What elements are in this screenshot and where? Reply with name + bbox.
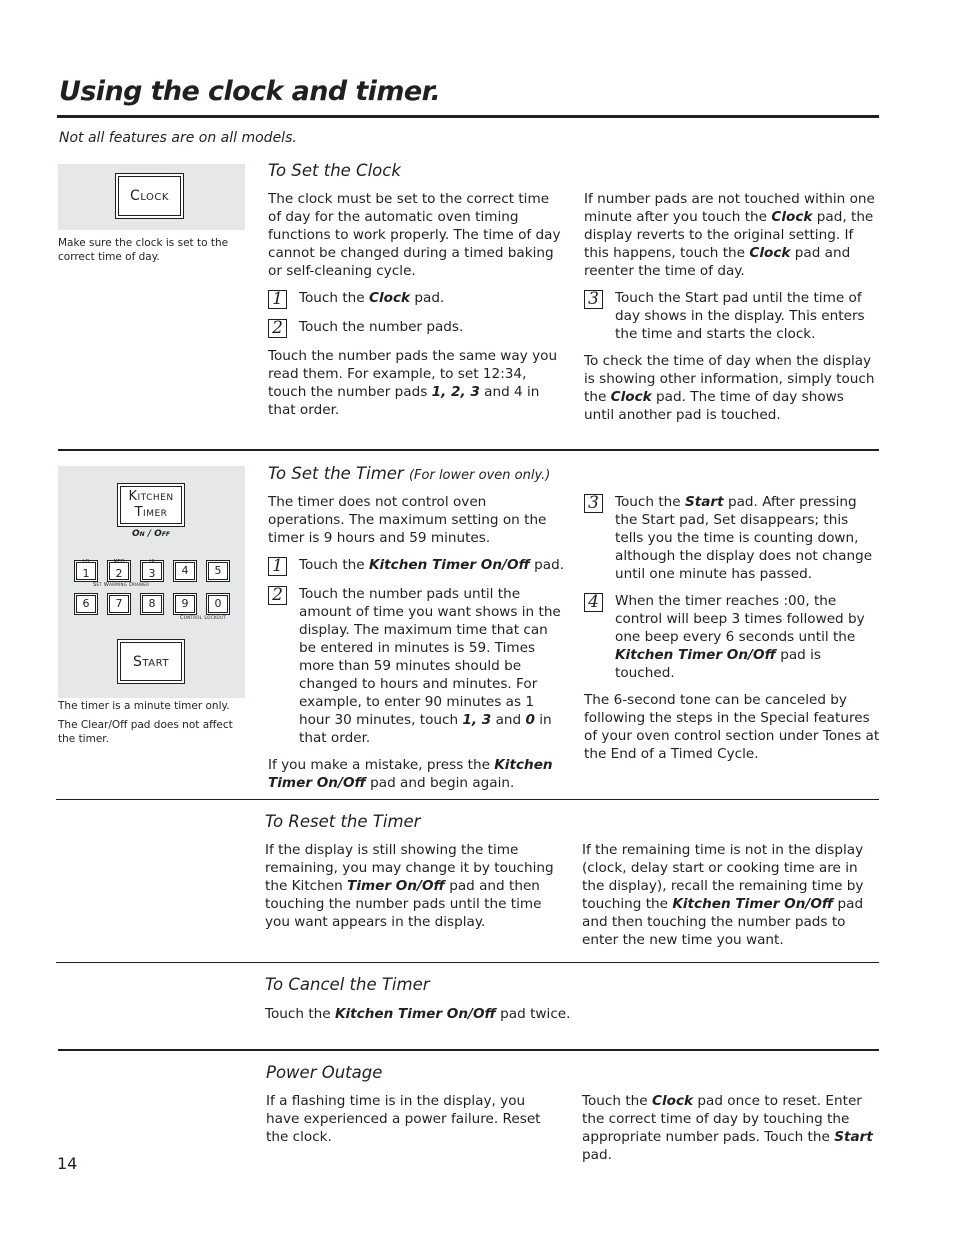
step-text: Touch the number pads.	[299, 319, 464, 335]
set-clock-intro: The clock must be set to the correct time of day for the automatic oven timing functions to work properly. The time of day cannot be changed during a timed baking or self-cleaning cycle.	[268, 191, 561, 279]
kitchen-timer-label-line2: Timer	[134, 505, 168, 520]
clock-pad	[115, 173, 184, 219]
set-timer-step-1	[268, 556, 566, 576]
step-number: 3	[584, 290, 603, 309]
set-timer-left-column	[268, 493, 566, 792]
set-clock-heading: To Set the Clock	[268, 161, 401, 180]
set-clock-step-1	[268, 289, 566, 309]
kitchen-timer-pad	[117, 483, 185, 527]
set-timer-intro: The timer does not control oven operations. The maximum setting on the timer is 9 hours and 59 minutes.	[268, 494, 547, 546]
number-key: 8	[140, 593, 164, 615]
number-key: 5	[206, 560, 230, 582]
set-timer-tone-note: The 6-second tone can be canceled by following the steps in the Special features of your oven control section under Tones at the End of a Timed Cycle.	[584, 692, 880, 762]
step-number: 2	[268, 586, 287, 605]
number-key: HI 3	[140, 560, 164, 582]
set-timer-step-2	[268, 585, 566, 747]
timer-caption-1: The timer is a minute timer only.	[58, 700, 230, 712]
power-outage-left-text: If a flashing time is in the display, you have experienced a power failure. Reset the clock.	[266, 1093, 541, 1145]
set-clock-step-2	[268, 318, 566, 338]
reset-timer-heading: To Reset the Timer	[265, 812, 421, 831]
kitchen-timer-label-line1: Kitchen	[128, 489, 174, 504]
step-number: 1	[268, 290, 287, 309]
set-timer-right-column	[584, 493, 880, 763]
set-clock-right-column	[584, 190, 878, 424]
set-timer-heading-note: (For lower oven only.)	[408, 468, 551, 483]
on-off-label: On / Off	[131, 529, 171, 539]
number-key: 4	[173, 560, 197, 582]
set-clock-step-3	[584, 289, 878, 343]
set-clock-left-column	[268, 190, 566, 419]
number-key: 6	[74, 593, 98, 615]
start-pad-label: Start	[133, 653, 169, 670]
set-clock-check-note: To check the time of day when the display is showing other information, simply touch the Clock pad. The time of day shows until another pad is touched.	[584, 353, 875, 423]
reset-timer-right-text: If the remaining time is not in the display (clock, delay start or cooking time are in the display), recall the remaining time by touching the Kitchen Timer On/Off pad and then touching the number pads to enter the new time you want.	[582, 842, 864, 948]
title-divider	[57, 115, 879, 118]
cancel-timer-heading: To Cancel the Timer	[265, 975, 430, 994]
set-clock-timeout-note: If number pads are not touched within one minute after you touch the Clock pad, the display reverts to the original setting. If this happens, touch the Clock pad and reenter the time of day.	[584, 191, 875, 279]
step-text: When the timer reaches :00, the control will beep 3 times followed by one beep every 6 seconds until the Kitchen Timer On/Off pad is touched.	[615, 593, 865, 681]
section-divider	[56, 962, 879, 963]
page-title: Using the clock and timer.	[59, 76, 441, 107]
clock-pad-label: Clock	[130, 188, 169, 204]
step-number: 1	[268, 557, 287, 576]
page-number: 14	[57, 1154, 78, 1173]
step-text: Touch the Kitchen Timer On/Off pad.	[299, 557, 565, 573]
step-text: Touch the number pads until the amount of time you want shows in the display. The maximum time that can be entered in minutes is 59. Times more than 59 minutes should be changed to hours and minutes. For example, to enter 90 minutes as 1 hour 30 minutes, touch 1, 3 and 0 in that order.	[299, 586, 561, 746]
set-timer-heading: To Set the Timer (For lower oven only.)	[268, 464, 551, 483]
power-outage-right-text: Touch the Clock pad once to reset. Enter the correct time of day by touching the appropriate number pads. Touch the Start pad.	[582, 1093, 873, 1163]
timer-caption-2: The Clear/Off pad does not affect the timer.	[58, 719, 233, 745]
step-number: 3	[584, 494, 603, 513]
step-text: Touch the Clock pad.	[299, 290, 445, 306]
step-number: 4	[584, 593, 603, 612]
cancel-timer-text: Touch the Kitchen Timer On/Off pad twice.	[265, 1006, 571, 1022]
number-key: 9	[173, 593, 197, 615]
timer-panel-illustration	[58, 466, 245, 698]
set-clock-example: Touch the number pads the same way you read them. For example, to set 12:34, touch the number pads 1, 2, 3 and 4 in that order.	[268, 348, 558, 418]
set-warming-drawer-label: Set Warming Drawer	[93, 582, 150, 588]
control-lockout-label: Control Lockout	[180, 615, 226, 621]
start-pad	[117, 639, 185, 684]
section-divider	[56, 799, 879, 800]
number-key: LO 1	[74, 560, 98, 582]
set-timer-step-4	[584, 592, 880, 682]
section-divider	[58, 449, 879, 451]
set-timer-step-3	[584, 493, 880, 583]
section-divider	[58, 1049, 879, 1051]
reset-timer-left-text: If the display is still showing the time remaining, you may change it by touching the Kitchen Timer On/Off pad and then touching the number pads until the time you want appears in the display.	[265, 842, 554, 930]
step-text: Touch the Start pad. After pressing the Start pad, Set disappears; this tells you the time is counting down, although the display does not change until one minute has passed.	[615, 494, 873, 582]
set-timer-mistake-note: If you make a mistake, press the Kitchen Timer On/Off pad and begin again.	[268, 757, 553, 791]
number-key: MED 2	[107, 560, 131, 582]
clock-caption: Make sure the clock is set to the correct time of day.	[58, 237, 229, 263]
step-number: 2	[268, 319, 287, 338]
step-text: Touch the Start pad until the time of day shows in the display. This enters the time and starts the clock.	[615, 290, 865, 342]
page-subtitle: Not all features are on all models.	[59, 130, 297, 146]
clock-panel-illustration	[58, 164, 245, 230]
power-outage-heading: Power Outage	[266, 1063, 383, 1082]
number-key: 7	[107, 593, 131, 615]
number-key: 0	[206, 593, 230, 615]
